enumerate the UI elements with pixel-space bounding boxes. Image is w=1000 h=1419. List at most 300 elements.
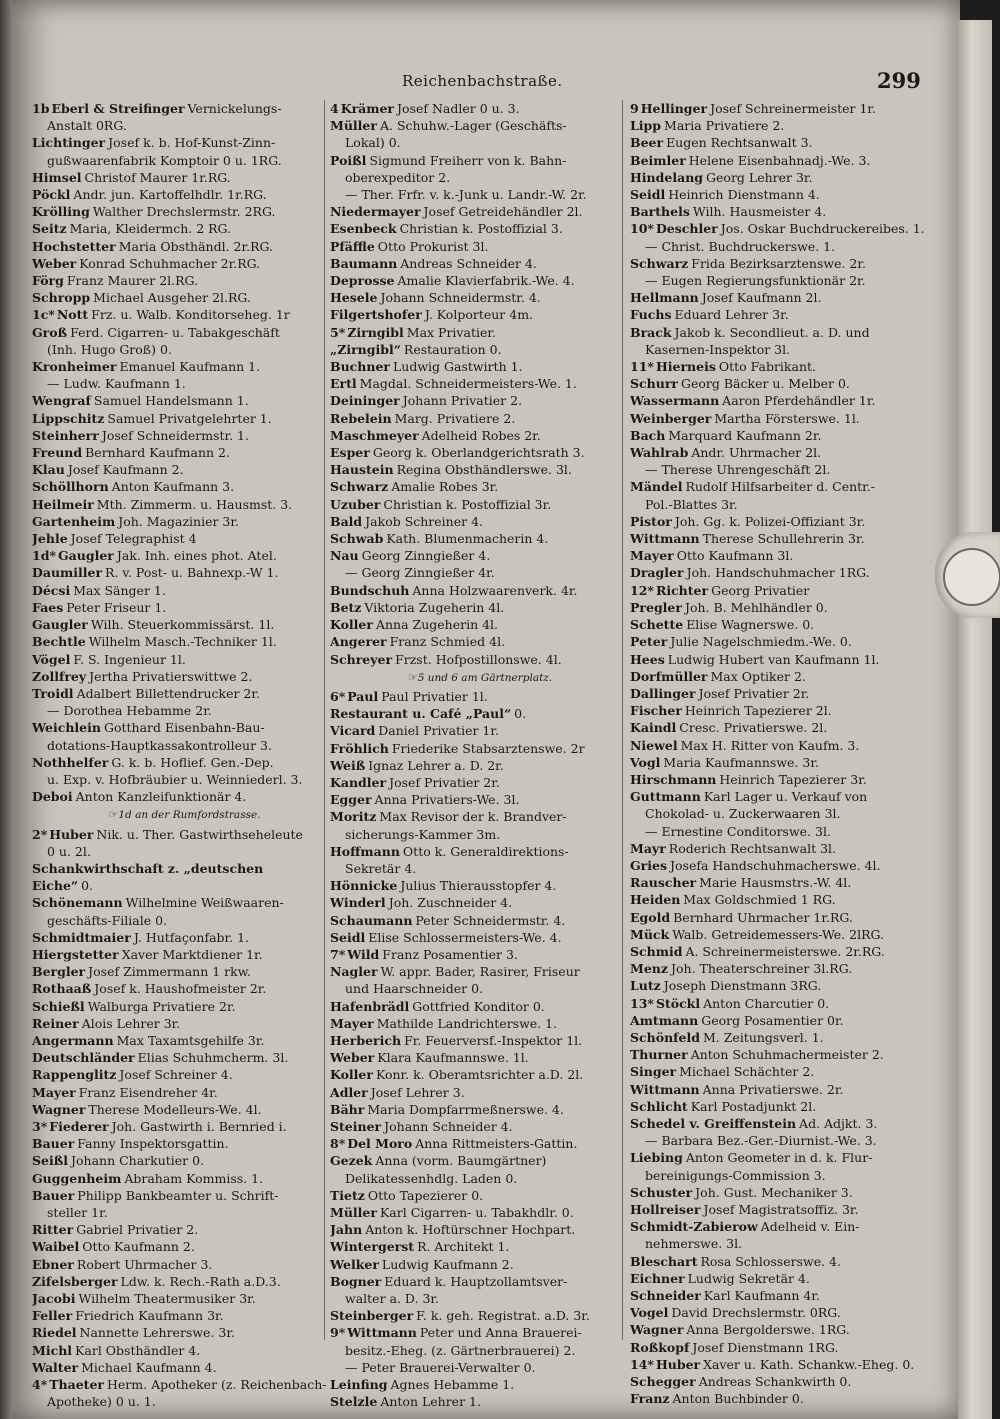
entry-details: Amalie Robes 3r. — [391, 479, 499, 495]
entry-details: Ad. Adjkt. 3. — [799, 1115, 878, 1131]
resident-name: Schmidtmaier — [32, 929, 131, 945]
resident-name: Esenbeck — [330, 221, 397, 237]
resident-name: Bauer — [32, 1187, 75, 1203]
resident-name: Stöckl — [655, 995, 701, 1011]
directory-entry — [32, 134, 337, 151]
resident-name: Schette — [630, 617, 684, 633]
resident-name: Koller — [330, 1067, 373, 1083]
entry-details: Kath. Blumenmacherin 4. — [386, 531, 549, 547]
directory-entry — [630, 943, 930, 960]
entry-details: Eduard k. Hauptzollamtsver- — [384, 1273, 568, 1289]
house-number: 12* — [630, 582, 654, 598]
entry-details: Ludwig Hubert van Kaufmann 1l. — [667, 651, 880, 667]
entry-details: Apotheke) 0 u. 1. — [47, 1394, 156, 1410]
directory-entry — [32, 186, 337, 203]
directory-entry — [330, 152, 630, 169]
directory-entry — [330, 1101, 630, 1118]
entry-details: Helene Eisenbahnadj.-We. 3. — [688, 152, 871, 168]
directory-entry — [630, 1046, 930, 1063]
directory-entry — [330, 791, 630, 808]
directory-entry — [630, 857, 930, 874]
directory-entry — [32, 513, 337, 530]
entry-details: Josef Dienstmann 1RG. — [692, 1339, 839, 1355]
entry-continuation — [330, 186, 630, 203]
entry-details: Karl Kaufmann 4r. — [703, 1288, 820, 1304]
directory-entry — [630, 306, 930, 323]
directory-entry — [330, 963, 630, 980]
resident-name: Peter — [630, 634, 668, 650]
entry-continuation — [630, 1132, 930, 1149]
house-number: 2* — [32, 826, 48, 842]
entry-details: R. Architekt 1. — [417, 1239, 510, 1255]
resident-name: Schneider — [630, 1288, 701, 1304]
entry-details: Johann Schneider 4. — [384, 1118, 513, 1134]
entry-details: bereinigungs-Commission 3. — [645, 1167, 826, 1183]
entry-details: Karl Cigarren- u. Tabakhdlr. 0. — [379, 1205, 574, 1220]
directory-entry — [630, 1012, 930, 1029]
resident-name: Schurr — [630, 376, 678, 392]
directory-entry — [630, 668, 930, 685]
directory-entry — [330, 513, 630, 530]
resident-name: Vicard — [330, 723, 376, 739]
resident-name: Décsi — [32, 582, 71, 598]
resident-name: Seitz — [32, 221, 67, 237]
directory-entry — [330, 358, 630, 375]
directory-entry — [330, 461, 630, 478]
resident-name: Walter — [32, 1359, 79, 1375]
directory-entry — [32, 788, 337, 805]
directory-entry — [32, 1187, 337, 1204]
entry-details: Sekretär 4. — [345, 860, 417, 876]
entry-details: Elias Schuhmcherm. 3l. — [137, 1050, 289, 1066]
entry-details: Ignaz Lehrer a. D. 2r. — [368, 757, 504, 773]
entry-details: Heinrich Tapezierer 2l. — [684, 703, 832, 719]
resident-name: Schmid — [630, 943, 683, 959]
entry-details: Josef Lehrer 3. — [370, 1084, 465, 1100]
entry-details: Elise Wagnerswe. 0. — [686, 617, 815, 633]
entry-details: Karl Lager u. Verkauf von — [703, 789, 868, 805]
resident-name: Schlicht — [630, 1098, 688, 1114]
directory-entry — [330, 496, 630, 513]
resident-name: Amtmann — [630, 1012, 699, 1028]
resident-name: Hierneis — [655, 359, 716, 375]
directory-entry — [32, 1032, 337, 1049]
resident-name: Hees — [630, 651, 665, 667]
entry-details: Peter Schneidermstr. 4. — [415, 912, 566, 928]
resident-name: Hollreiser — [630, 1202, 701, 1217]
entry-details: gußwaarenfabrik Komptoir 0 u. 1RG. — [47, 152, 282, 168]
entry-details: Julie Nagelschmiedm.-We. 0. — [670, 634, 852, 650]
resident-name: Rothaaß — [32, 981, 92, 997]
directory-entry — [630, 427, 930, 444]
resident-name: Beer — [630, 135, 664, 151]
resident-name: Uzuber — [330, 496, 381, 512]
entry-details: J. Kolporteur 4m. — [424, 307, 534, 323]
entry-details: Josef Zimmermann 1 rkw. — [88, 964, 251, 980]
resident-name: Waibel — [32, 1239, 80, 1255]
resident-name: Eichner — [630, 1270, 685, 1286]
directory-entry — [630, 874, 930, 891]
entry-details: Jos. Oskar Buchdruckereibes. 1. — [720, 221, 925, 237]
entry-details: Maria Obsthändl. 2r.RG. — [118, 238, 273, 254]
resident-name: Fuchs — [630, 307, 672, 323]
directory-entry — [330, 774, 630, 791]
entry-details: Klara Kaufmannswe. 1l. — [377, 1050, 529, 1066]
directory-entry — [32, 238, 337, 255]
resident-name: Pistor — [630, 513, 672, 529]
directory-entry — [630, 392, 930, 409]
entry-details: F. k. geh. Registrat. a.D. 3r. — [416, 1308, 590, 1324]
resident-name: Deschler — [655, 221, 718, 237]
directory-entry — [330, 946, 630, 963]
resident-name: Seißl — [32, 1153, 68, 1169]
entry-details: Max Revisor der k. Brandver- — [379, 809, 567, 825]
entry-continuation — [330, 564, 630, 581]
resident-name: Wittmann — [630, 531, 700, 547]
resident-name: Müller — [330, 1205, 377, 1220]
resident-name: Bogner — [330, 1273, 382, 1289]
entry-continuation — [330, 1359, 630, 1376]
resident-name: Groß — [32, 324, 68, 340]
resident-name: Fiederer — [49, 1118, 109, 1134]
resident-name: Rauscher — [630, 875, 697, 891]
entry-details: W. appr. Bader, Rasirer, Friseur — [380, 964, 580, 980]
resident-name: Eiche“ — [32, 878, 79, 894]
directory-entry — [330, 203, 630, 220]
directory-entry — [330, 392, 630, 409]
entry-details: Joh. Magazinier 3r. — [118, 513, 239, 529]
resident-name: Klau — [32, 462, 65, 478]
directory-entry — [630, 100, 930, 117]
resident-name: Lippschitz — [32, 410, 105, 426]
resident-name: Deininger — [330, 393, 400, 409]
directory-entry — [630, 1098, 930, 1115]
resident-name: Dorfmüller — [630, 668, 708, 684]
entry-details: — Dorothea Hebamme 2r. — [47, 703, 212, 719]
directory-entry — [32, 444, 337, 461]
house-number: 9* — [330, 1325, 346, 1341]
entry-details: Chokolad- u. Zuckerwaaren 3l. — [645, 806, 841, 822]
resident-name: Krämer — [340, 101, 395, 116]
column-1 — [32, 100, 337, 1410]
resident-name: Schuster — [630, 1184, 693, 1200]
directory-entry — [32, 929, 337, 946]
directory-entry — [630, 134, 930, 151]
entry-continuation — [630, 805, 930, 822]
resident-name: Mayer — [32, 1084, 76, 1100]
entry-details: Adelheid v. Ein- — [760, 1219, 860, 1235]
entry-details: Andreas Schneider 4. — [400, 255, 537, 271]
column-3 — [630, 100, 930, 1407]
resident-name: Thaeter — [49, 1377, 104, 1393]
directory-entry — [630, 1390, 930, 1407]
directory-entry — [32, 1324, 337, 1341]
entry-details: Xaver u. Kath. Schankw.-Eheg. 0. — [703, 1356, 915, 1372]
thumb-index-tab — [935, 532, 1000, 618]
entry-continuation — [330, 826, 630, 843]
entry-details: Joh. Zuschneider 4. — [388, 895, 513, 911]
entry-details: Vernickelungs- — [187, 101, 282, 116]
house-number: 11* — [630, 359, 654, 375]
resident-name: „Zirngibl“ — [330, 341, 401, 357]
entry-details: Daniel Privatier 1r. — [378, 723, 499, 739]
entry-continuation — [32, 702, 337, 719]
entry-details: Josefa Handschuhmacherswe. 4l. — [670, 857, 881, 873]
entry-details: Mth. Zimmerm. u. Hausmst. 3. — [96, 496, 293, 512]
directory-entry — [330, 324, 630, 341]
directory-entry — [32, 1273, 337, 1290]
directory-entry — [630, 1218, 930, 1235]
resident-name: Jehle — [32, 531, 68, 547]
directory-entry — [630, 616, 930, 633]
resident-name: Schankwirthschaft z. „deutschen — [32, 860, 264, 876]
directory-entry — [630, 375, 930, 392]
entry-details: Marie Hausmstrs.-W. 4l. — [699, 875, 852, 891]
entry-details: Robert Uhrmacher 3. — [76, 1256, 213, 1272]
entry-details: Josef Schneidermstr. 1. — [101, 427, 249, 443]
directory-page — [12, 0, 960, 1419]
entry-details: geschäfts-Filiale 0. — [47, 912, 168, 928]
entry-continuation — [330, 169, 630, 186]
entry-details: (Inh. Hugo Groß) 0. — [47, 341, 172, 357]
resident-name: Koller — [330, 617, 373, 633]
house-number: 1c* — [32, 307, 55, 323]
directory-entry — [32, 1376, 337, 1393]
directory-entry — [32, 1307, 337, 1324]
directory-entry — [32, 894, 337, 911]
directory-entry — [32, 358, 337, 375]
entry-details: — Georg Zinngießer 4r. — [345, 565, 495, 581]
resident-name: Zirngibl — [347, 324, 404, 340]
directory-entry — [32, 599, 337, 616]
entry-details: Wilhelm Masch.-Techniker 1l. — [88, 634, 277, 650]
resident-name: Poißl — [330, 152, 367, 168]
entry-details: walter a. D. 3r. — [345, 1291, 439, 1307]
directory-entry — [630, 891, 930, 908]
directory-entry — [330, 1238, 630, 1255]
entry-details: Anna Rittmeisters-Gattin. — [415, 1136, 578, 1152]
resident-name: Hirschmann — [630, 771, 717, 787]
resident-name: Lipp — [630, 118, 662, 134]
resident-name: Leinfing — [330, 1377, 388, 1393]
directory-entry — [32, 461, 337, 478]
entry-continuation — [32, 737, 337, 754]
entry-details: Max H. Ritter von Kaufm. 3. — [680, 737, 860, 753]
entry-details: Mathilde Landrichterswe. 1. — [376, 1015, 558, 1031]
resident-name: Gries — [630, 857, 667, 873]
resident-name: Singer — [630, 1064, 677, 1080]
directory-entry — [32, 1170, 337, 1187]
entry-details: Franz Posamentier 3. — [382, 946, 518, 962]
entry-continuation — [32, 771, 337, 788]
directory-entry — [32, 1135, 337, 1152]
entry-details: Josef Schreiner 4. — [119, 1067, 233, 1083]
directory-entry — [630, 410, 930, 427]
directory-entry — [330, 688, 630, 705]
entry-details: Herm. Apotheker (z. Reichenbach- — [107, 1377, 327, 1393]
directory-entry — [330, 289, 630, 306]
directory-entry — [330, 1135, 630, 1152]
resident-name: Freund — [32, 445, 83, 461]
resident-name: Egger — [330, 792, 372, 808]
entry-details: Marg. Privatiere 2. — [394, 410, 516, 426]
directory-entry — [630, 564, 930, 581]
resident-name: Steinherr — [32, 427, 99, 443]
entry-continuation — [32, 117, 337, 134]
directory-entry — [32, 877, 337, 894]
directory-entry — [630, 1063, 930, 1080]
resident-name: Pfäffle — [330, 238, 375, 254]
entry-details: Andreas Schankwirth 0. — [698, 1374, 852, 1390]
entry-details: Paul Privatier 1l. — [381, 688, 488, 704]
entry-details: Gottfried Konditor 0. — [412, 998, 545, 1014]
entry-details: Max Sänger 1. — [73, 582, 166, 598]
entry-details: — Peter Brauerei-Verwalter 0. — [345, 1359, 536, 1375]
resident-name: Schönemann — [32, 895, 123, 911]
entry-details: steller 1r. — [47, 1205, 108, 1220]
resident-name: Mück — [630, 926, 670, 942]
resident-name: Riedel — [32, 1325, 77, 1341]
entry-details: Anna Privatiers-We. 3l. — [374, 792, 520, 808]
resident-name: Schießl — [32, 998, 85, 1014]
entry-details: Max Taxamtsgehilfe 3r. — [116, 1032, 265, 1048]
entry-details: 0. — [81, 878, 94, 894]
resident-name: Bleschart — [630, 1253, 698, 1269]
column-2 — [330, 100, 630, 1410]
directory-entry — [330, 1273, 630, 1290]
entry-details: 0. — [514, 706, 527, 722]
entry-details: Marquard Kaufmann 2r. — [668, 427, 822, 443]
resident-name: Weiß — [330, 757, 366, 773]
resident-name: Esper — [330, 445, 370, 461]
house-number: 10* — [630, 221, 654, 237]
directory-entry — [330, 220, 630, 237]
resident-name: Steinberger — [330, 1308, 414, 1324]
entry-details: Julius Thierausstopfer 4. — [400, 878, 557, 894]
directory-entry — [630, 1201, 930, 1218]
entry-details: R. v. Post- u. Bahnexp.-W 1. — [105, 565, 279, 581]
entry-continuation — [630, 823, 930, 840]
resident-name: Kaindl — [630, 720, 677, 736]
entry-details: Joh. Theaterschreiner 3l.RG. — [670, 961, 853, 977]
house-number: 4* — [32, 1377, 48, 1393]
entry-details: Anton Kaufmann 3. — [111, 479, 235, 495]
directory-entry — [32, 564, 337, 581]
entry-details: Anna Holzwaarenverk. 4r. — [412, 582, 578, 598]
directory-entry — [330, 1187, 630, 1204]
resident-name: Eberl & Streifinger — [51, 101, 185, 116]
resident-name: Lichtinger — [32, 135, 106, 151]
directory-entry — [630, 926, 930, 943]
entry-details: Bernhard Uhrmacher 1r.RG. — [673, 909, 853, 925]
directory-entry — [32, 1238, 337, 1255]
resident-name: Hiergstetter — [32, 946, 119, 962]
directory-entry — [630, 1184, 930, 1201]
entry-details: Otto k. Generaldirektions- — [402, 843, 569, 859]
directory-entry — [630, 289, 930, 306]
entry-details: Viktoria Zugeherin 4l. — [364, 599, 505, 615]
entry-continuation — [630, 341, 930, 358]
directory-entry — [630, 633, 930, 650]
directory-entry — [32, 478, 337, 495]
directory-entry — [630, 169, 930, 186]
resident-name: Weber — [32, 255, 77, 271]
entry-details: Agnes Hebamme 1. — [390, 1377, 515, 1393]
directory-entry — [330, 272, 630, 289]
resident-name: Bergler — [32, 964, 86, 980]
resident-name: Bähr — [330, 1101, 365, 1117]
entry-details: Jak. Inh. eines phot. Atel. — [116, 548, 277, 564]
entry-details: Peter und Anna Brauerei- — [419, 1325, 582, 1341]
entry-details: Franz Eisendreher 4r. — [78, 1084, 218, 1100]
resident-name: Hellmann — [630, 290, 699, 306]
entry-details: 0 u. 2l. — [47, 843, 91, 859]
resident-name: Zollfrey — [32, 668, 87, 684]
entry-details: Rosa Schlosserswe. 4. — [700, 1253, 841, 1269]
entry-continuation — [32, 912, 337, 929]
entry-details: Michael Ausgeher 2l.RG. — [93, 290, 251, 306]
entry-details: Anton Schuhmachermeister 2. — [690, 1047, 884, 1063]
entry-details: Lokal) 0. — [345, 135, 401, 151]
section-note — [330, 668, 630, 688]
house-number: 3* — [32, 1118, 48, 1134]
resident-name: Wagner — [630, 1322, 684, 1338]
entry-details: Michael Schächter 2. — [679, 1064, 815, 1080]
directory-entry — [330, 1204, 630, 1221]
directory-entry — [330, 1376, 630, 1393]
directory-entry — [330, 582, 630, 599]
directory-entry — [32, 616, 337, 633]
entry-details: Anton Lehrer 1. — [380, 1394, 481, 1410]
entry-details: Karl Postadjunkt 2l. — [690, 1098, 817, 1114]
entry-details: Anton Geometer in d. k. Flur- — [685, 1150, 873, 1166]
resident-name: Schropp — [32, 290, 91, 306]
section-note-text: 5 und 6 am Gärtnerplatz. — [417, 671, 553, 684]
entry-details: Joh. Handschuhmacher 1RG. — [686, 565, 870, 581]
house-number: 5* — [330, 324, 346, 340]
entry-details: Christof Maurer 1r.RG. — [84, 169, 231, 185]
entry-details: Restauration 0. — [403, 341, 502, 357]
entry-details: Andr. jun. Kartoffelhdlr. 1r.RG. — [73, 187, 267, 203]
entry-details: Wilh. Steuerkommissärst. 1l. — [90, 617, 275, 633]
entry-details: — Christ. Buchdruckerswe. 1. — [645, 238, 836, 254]
entry-details: Xaver Marktdiener 1r. — [121, 946, 263, 962]
resident-name: Haustein — [330, 462, 394, 478]
directory-entry — [330, 877, 630, 894]
entry-details: J. Hutfaçonfabr. 1. — [133, 929, 250, 945]
resident-name: Zifelsberger — [32, 1273, 118, 1289]
directory-entry — [330, 1393, 630, 1410]
entry-details: u. Exp. v. Hofbräubier u. Weinniederl. 3. — [47, 771, 303, 787]
entry-details: Therese Modelleurs-We. 4l. — [88, 1101, 262, 1117]
entry-details: Wilh. Hausmeister 4. — [692, 204, 827, 220]
resident-name: Huber — [49, 826, 94, 842]
entry-details: Josef k. Haushofmeister 2r. — [94, 981, 267, 997]
entry-details: Christian k. Postoffizial 3r. — [383, 496, 552, 512]
entry-details: G. k. b. Hoflief. Gen.-Dep. — [111, 754, 274, 770]
entry-details: Abraham Kommiss. 1. — [124, 1170, 264, 1186]
directory-entry — [630, 599, 930, 616]
entry-details: Wilhelm Theatermusiker 3r. — [78, 1291, 256, 1307]
resident-name: Gaugler — [57, 548, 114, 564]
entry-details: Joh. B. Mehlhändler 0. — [684, 599, 828, 615]
directory-entry — [32, 582, 337, 599]
directory-entry — [32, 427, 337, 444]
resident-name: Schwab — [330, 531, 384, 547]
resident-name: Kronheimer — [32, 359, 117, 375]
entry-continuation — [32, 341, 337, 358]
directory-entry — [330, 375, 630, 392]
